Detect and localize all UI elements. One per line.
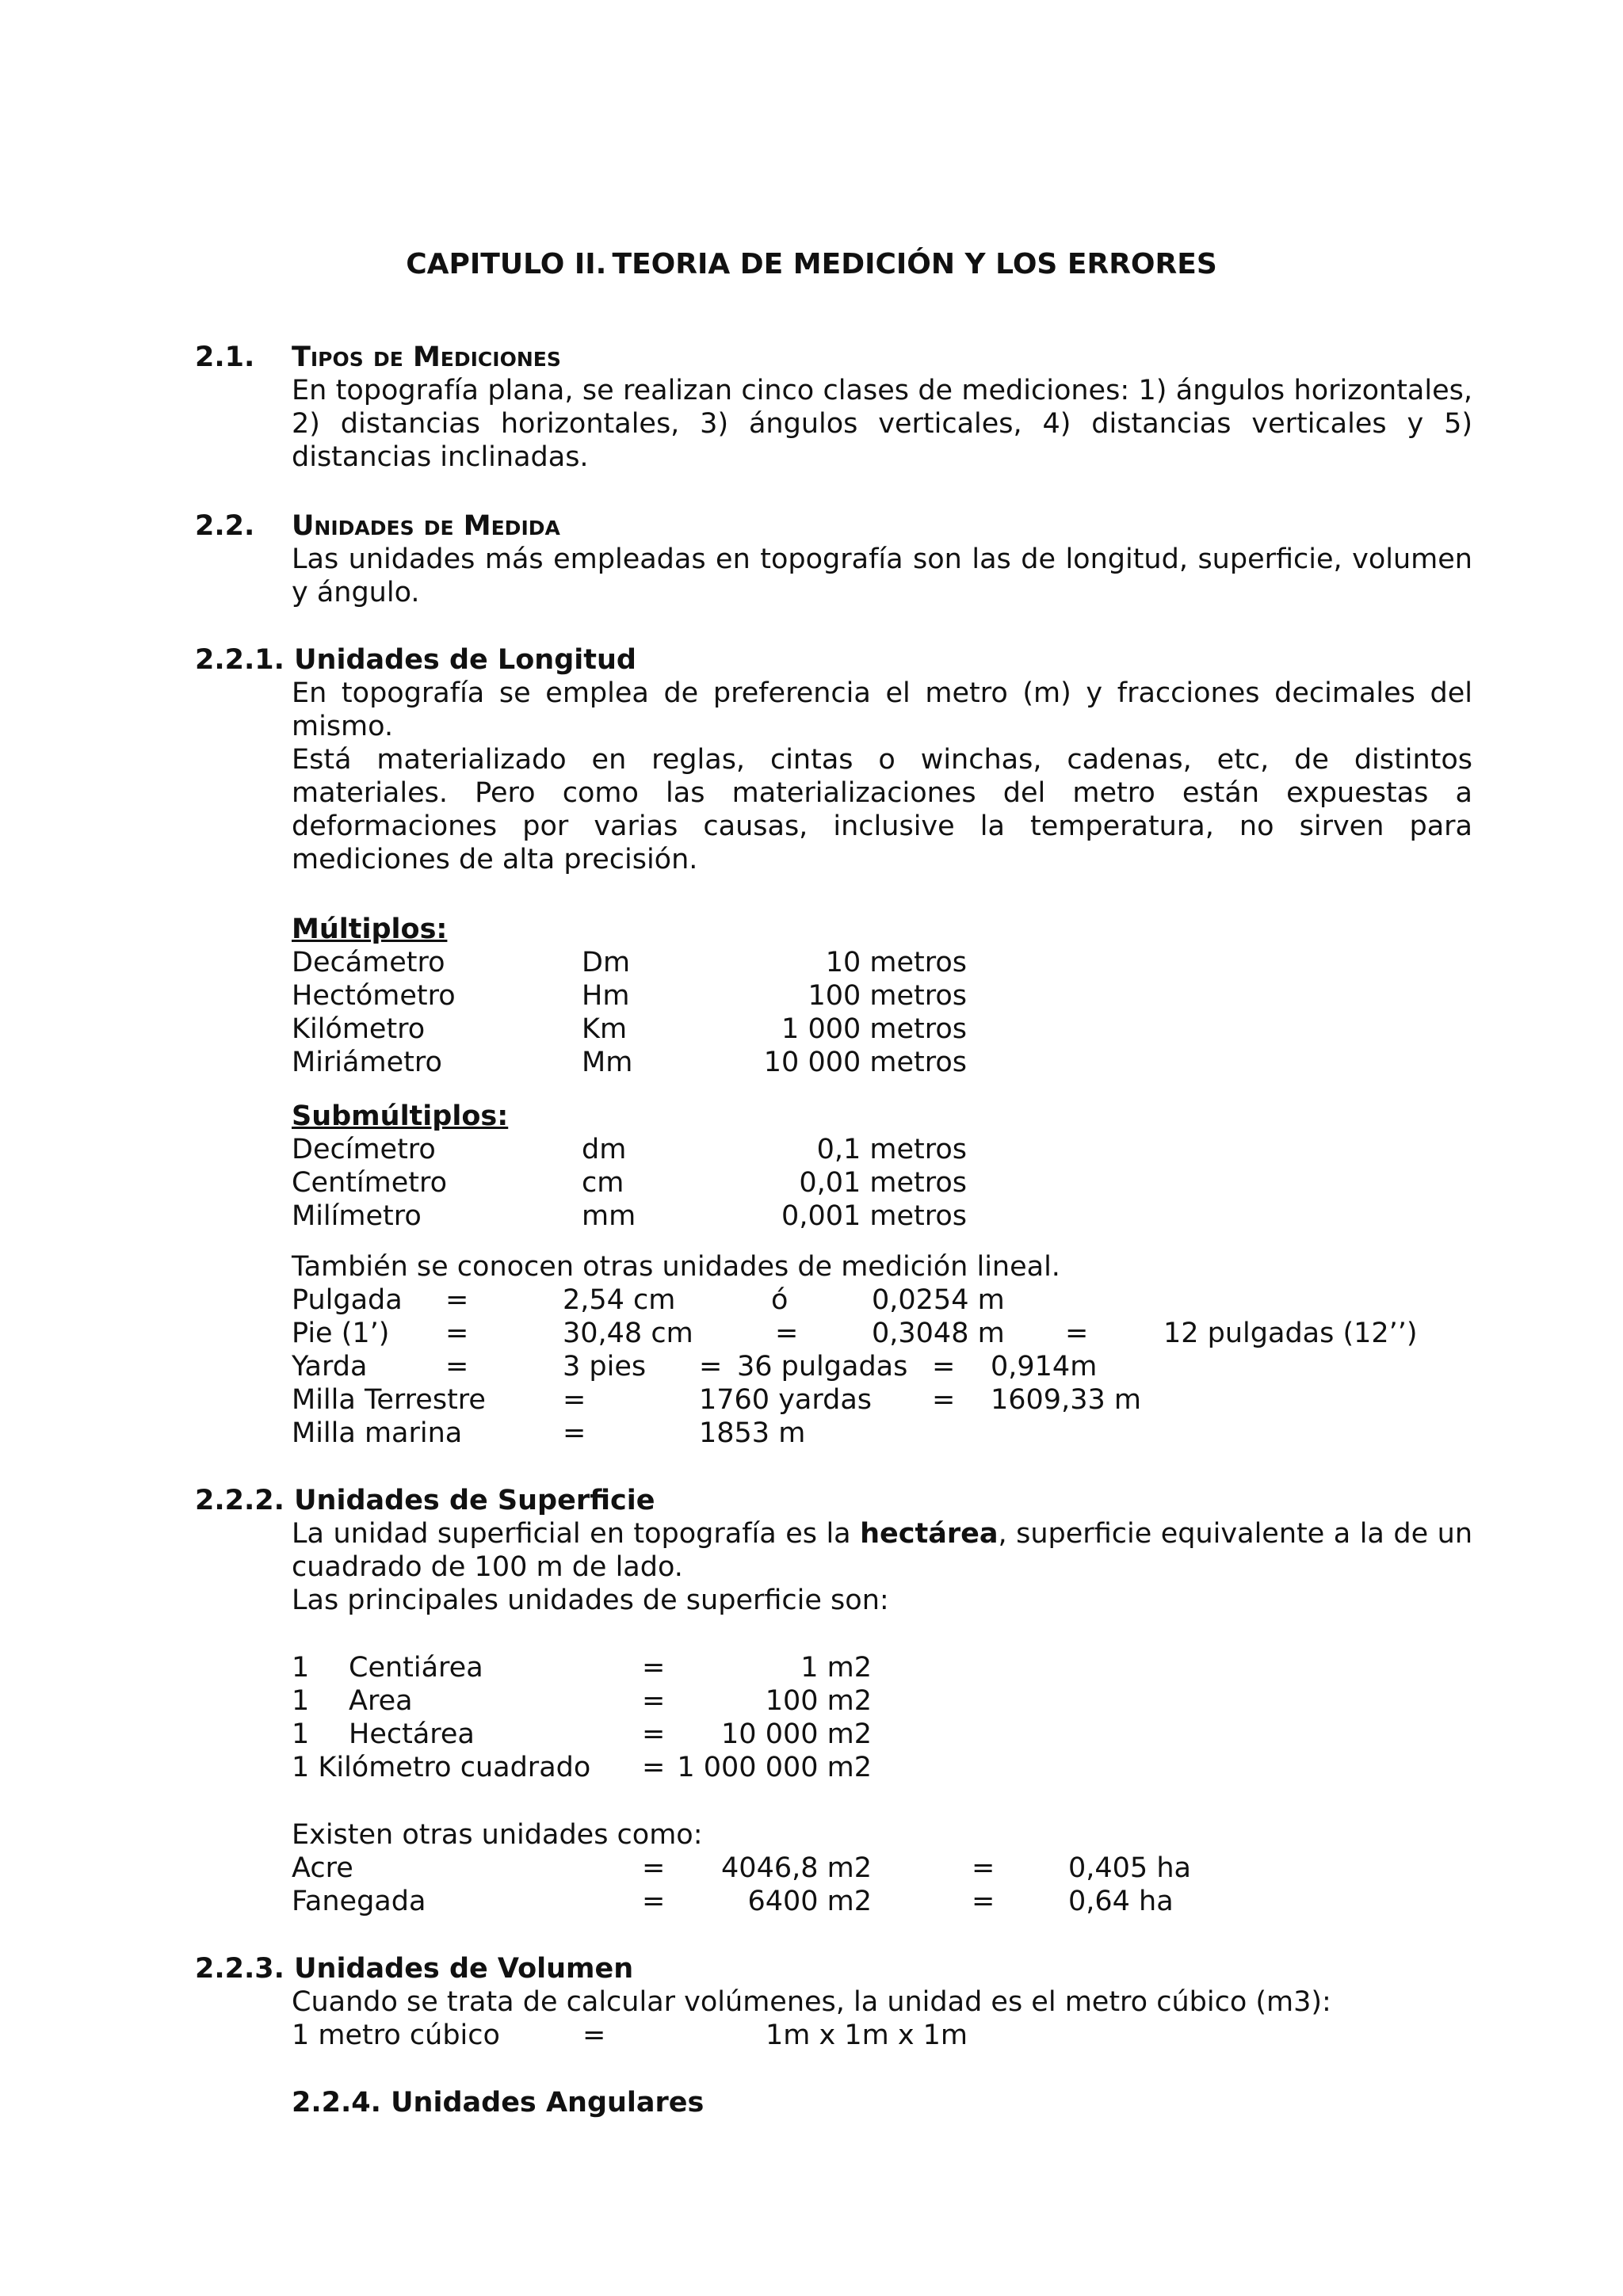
unit-value: 1 m2 <box>800 1652 872 1684</box>
text-run: La unidad superficial en topografía es la <box>292 1518 861 1550</box>
section-2-2-number: 2.2. <box>195 510 255 542</box>
submultiplo-value: 0,1 metros <box>816 1134 967 1165</box>
paragraph-line: mediciones de alta precisión. <box>292 844 698 875</box>
section-2-2-3-text: Cuando se trata de calcular volúmenes, la unidad es el metro cúbico (m3): <box>292 1986 1331 2018</box>
otras-superficie-intro: Existen otras unidades como: <box>292 1819 703 1851</box>
paragraph-line: mismo. <box>292 711 394 742</box>
paragraph-line: deformaciones por varias causas, inclusive la temperatura, no sirven para <box>292 810 1472 842</box>
multiplo-value: 1 000 metros <box>781 1013 967 1045</box>
equals-sign: = <box>563 1384 586 1416</box>
multiplo-symbol: Hm <box>582 980 630 1012</box>
unit-name: Milla Terrestre <box>292 1384 486 1416</box>
unit-value: 0,0254 m <box>872 1284 1005 1316</box>
unit-value: 10 000 m2 <box>721 1718 872 1750</box>
unit-value: 36 pulgadas <box>737 1351 908 1383</box>
submultiplo-value: 0,001 metros <box>781 1200 967 1232</box>
unit-name: Hectárea <box>349 1718 475 1750</box>
multiplo-name: Decámetro <box>292 947 445 978</box>
paragraph-line: distancias inclinadas. <box>292 441 589 473</box>
unit-name: 1 metro cúbico <box>292 2019 500 2051</box>
unit-name: Milla marina <box>292 1417 463 1449</box>
section-2-2-4-heading: 2.2.4. Unidades Angulares <box>292 2087 705 2119</box>
unit-name: Area <box>349 1685 413 1717</box>
text-run: , superficie equivalente a la de un <box>998 1518 1472 1550</box>
submultiplo-symbol: mm <box>582 1200 636 1232</box>
equals-sign: = <box>972 1886 995 1917</box>
unit-count: 1 <box>292 1685 310 1717</box>
equals-sign: = <box>642 1886 666 1917</box>
submultiplo-name: Centímetro <box>292 1167 447 1199</box>
equals-sign: = <box>642 1685 666 1717</box>
submultiplo-name: Decímetro <box>292 1134 436 1165</box>
submultiplo-symbol: dm <box>582 1134 627 1165</box>
unit-name: Pulgada <box>292 1284 403 1316</box>
multiplo-symbol: Km <box>582 1013 628 1045</box>
multiplo-value: 10 metros <box>825 947 967 978</box>
unit-value: 0,914m <box>991 1351 1098 1383</box>
or-sign: ó <box>771 1284 789 1316</box>
equals-sign: = <box>932 1384 956 1416</box>
multiplo-symbol: Dm <box>582 947 631 978</box>
equals-sign: = <box>445 1284 469 1316</box>
section-2-2-2-paragraph <box>292 1517 1472 1617</box>
hectare-value: 0,405 ha <box>1068 1852 1191 1884</box>
multiplo-name: Miriámetro <box>292 1047 442 1078</box>
equals-sign: = <box>642 1718 666 1750</box>
section-2-2-1-paragraph <box>292 677 1472 876</box>
paragraph-line: cuadrado de 100 m de lado. <box>292 1551 683 1583</box>
unit-name: Fanegada <box>292 1886 426 1917</box>
equals-sign: = <box>445 1351 469 1383</box>
equals-sign: = <box>775 1318 799 1349</box>
unit-value: 30,48 cm <box>563 1318 693 1349</box>
equals-sign: = <box>642 1752 666 1783</box>
unit-value: 4046,8 m2 <box>721 1852 872 1884</box>
multiplo-value: 100 metros <box>808 980 967 1012</box>
submultiplo-name: Milímetro <box>292 1200 422 1232</box>
section-2-1-number: 2.1. <box>195 341 255 373</box>
paragraph-line: Las unidades más empleadas en topografía son las de longitud, superficie, volumen <box>292 543 1472 575</box>
unit-value: 100 m2 <box>765 1685 872 1717</box>
equals-sign: = <box>582 2019 606 2051</box>
section-2-2-3-heading: 2.2.3. Unidades de Volumen <box>195 1953 634 1985</box>
unit-value: 2,54 cm <box>563 1284 676 1316</box>
hectare-value: 0,64 ha <box>1068 1886 1174 1917</box>
equals-sign: = <box>1065 1318 1089 1349</box>
multiplos-title: Múltiplos: <box>292 913 448 945</box>
equals-sign: = <box>642 1852 666 1884</box>
multiplo-symbol: Mm <box>582 1047 633 1078</box>
unit-value: 1609,33 m <box>991 1384 1141 1416</box>
unit-value: 1m x 1m x 1m <box>766 2019 968 2051</box>
paragraph-line: Está materializado en reglas, cintas o winchas, cadenas, etc, de distintos <box>292 744 1472 776</box>
paragraph-line: materiales. Pero como las materializaciones del metro están expuestas a <box>292 777 1472 809</box>
paragraph-line: En topografía plana, se realizan cinco clases de mediciones: 1) ángulos horizontales, <box>292 375 1472 406</box>
paragraph-line: 2) distancias horizontales, 3) ángulos verticales, 4) distancias verticales y 5) <box>292 408 1472 440</box>
unit-name: Pie (1’) <box>292 1318 390 1349</box>
unit-value: 1760 yardas <box>699 1384 873 1416</box>
unit-value: 1853 m <box>699 1417 806 1449</box>
paragraph-line: y ángulo. <box>292 577 420 608</box>
unit-count: 1 <box>292 1652 310 1684</box>
paragraph-line: En topografía se emplea de preferencia el metro (m) y fracciones decimales del <box>292 677 1472 709</box>
section-2-2-heading: Unidades de Medida <box>292 510 560 542</box>
section-2-1-paragraph <box>292 374 1472 474</box>
equals-sign: = <box>445 1318 469 1349</box>
paragraph-line <box>292 1517 1472 1550</box>
multiplo-name: Hectómetro <box>292 980 456 1012</box>
section-2-1-heading: Tipos de Mediciones <box>292 341 561 373</box>
submultiplo-value: 0,01 metros <box>799 1167 967 1199</box>
section-2-2-2-heading: 2.2.2. Unidades de Superficie <box>195 1485 655 1516</box>
unit-name: Acre <box>292 1852 353 1884</box>
unit-value: 1 000 000 m2 <box>677 1752 872 1783</box>
submultiplo-symbol: cm <box>582 1167 624 1199</box>
multiplo-value: 10 000 metros <box>763 1047 967 1078</box>
unit-value: 0,3048 m <box>872 1318 1005 1349</box>
paragraph-line: Las principales unidades de superficie son: <box>292 1585 889 1616</box>
section-2-2-1-heading: 2.2.1. Unidades de Longitud <box>195 644 636 676</box>
multiplo-name: Kilómetro <box>292 1013 426 1045</box>
unit-count: 1 <box>292 1718 310 1750</box>
unit-name: 1 Kilómetro cuadrado <box>292 1752 591 1783</box>
unit-value: 12 pulgadas (12’’) <box>1163 1318 1418 1349</box>
otras-lineales-intro: También se conocen otras unidades de medición lineal. <box>292 1251 1060 1283</box>
unit-name: Centiárea <box>349 1652 483 1684</box>
bold-term-hectarea: hectárea <box>860 1518 999 1550</box>
equals-sign: = <box>932 1351 956 1383</box>
section-2-2-paragraph <box>292 543 1472 609</box>
unit-value: 3 pies <box>563 1351 647 1383</box>
unit-name: Yarda <box>292 1351 368 1383</box>
equals-sign: = <box>972 1852 995 1884</box>
equals-sign: = <box>642 1652 666 1684</box>
equals-sign: = <box>563 1417 586 1449</box>
submultiplos-title: Submúltiplos: <box>292 1100 509 1132</box>
chapter-title: CAPITULO II. TEORIA DE MEDICIÓN Y LOS ERRORES <box>406 248 1217 280</box>
unit-value: 6400 m2 <box>747 1886 872 1917</box>
equals-sign: = <box>699 1351 723 1383</box>
